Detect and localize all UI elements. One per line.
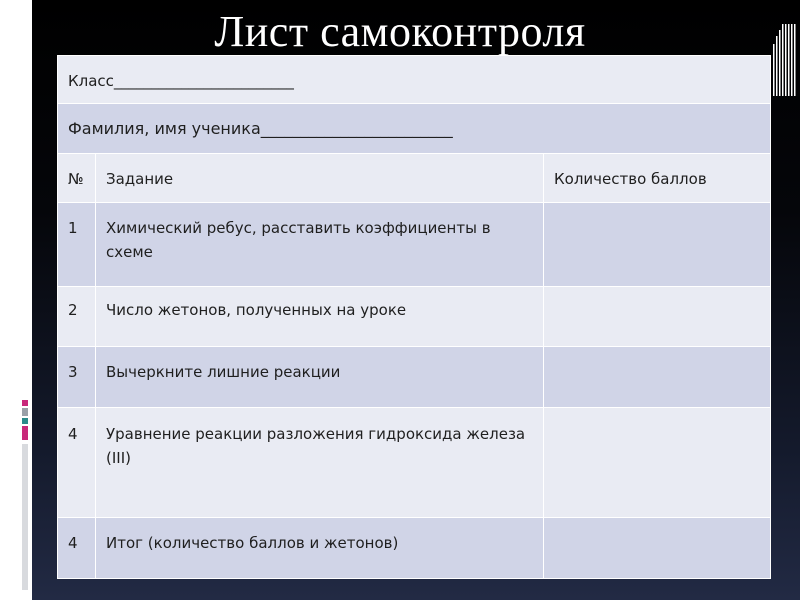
number-column-header: № bbox=[58, 154, 96, 203]
score-cell[interactable] bbox=[544, 518, 771, 579]
class-row bbox=[58, 56, 771, 104]
class-field[interactable]: Класс________________________ bbox=[58, 56, 771, 104]
task-cell: Число жетонов, полученных на уроке bbox=[96, 287, 544, 347]
name-row bbox=[58, 104, 771, 154]
score-cell[interactable] bbox=[544, 203, 771, 287]
score-cell[interactable] bbox=[544, 347, 771, 408]
gray-bar bbox=[22, 408, 28, 416]
gray-bar bbox=[22, 444, 28, 590]
row-number: 4 bbox=[58, 518, 96, 579]
table-row bbox=[58, 518, 771, 579]
table-row bbox=[58, 287, 771, 347]
task-cell: Вычеркните лишние реакции bbox=[96, 347, 544, 408]
pink-bar bbox=[22, 426, 28, 440]
task-cell: Итог (количество баллов и жетонов) bbox=[96, 518, 544, 579]
table-row bbox=[58, 347, 771, 408]
self-control-table bbox=[57, 55, 771, 579]
pink-bar bbox=[22, 400, 28, 406]
score-cell[interactable] bbox=[544, 408, 771, 518]
teal-bar bbox=[22, 418, 28, 424]
color-bars-ornament bbox=[22, 400, 30, 590]
task-cell: Химический ребус, расставить коэффициенты в схеме bbox=[96, 203, 544, 287]
table-header-row bbox=[58, 154, 771, 203]
table-row bbox=[58, 408, 771, 518]
row-number: 4 bbox=[58, 408, 96, 518]
row-number: 3 bbox=[58, 347, 96, 408]
row-number: 2 bbox=[58, 287, 96, 347]
student-name-field[interactable]: Фамилия, имя ученика________________________ bbox=[58, 104, 771, 154]
task-column-header: Задание bbox=[96, 154, 544, 203]
row-number: 1 bbox=[58, 203, 96, 287]
score-cell[interactable] bbox=[544, 287, 771, 347]
vertical-lines-ornament bbox=[773, 24, 797, 96]
score-column-header: Количество баллов bbox=[544, 154, 771, 203]
table-row bbox=[58, 203, 771, 287]
task-cell: Уравнение реакции разложения гидроксида железа (III) bbox=[96, 408, 544, 518]
slide-title: Лист самоконтроля bbox=[214, 7, 586, 56]
